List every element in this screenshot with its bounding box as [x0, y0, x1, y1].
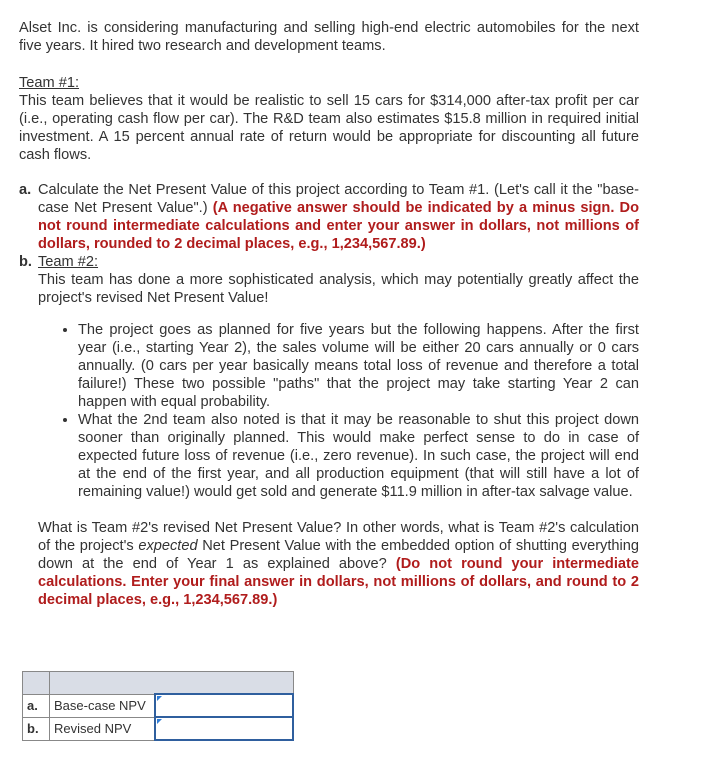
base-case-npv-input[interactable] [155, 694, 293, 717]
row-label: a. [23, 694, 50, 717]
team2-bullets [38, 321, 639, 501]
part-a-label: a. [19, 182, 32, 198]
team2-heading: Team #2: [38, 254, 99, 270]
answer-table [22, 671, 294, 741]
team2-text: This team has done a more sophisticated analysis, which may potentially greatly affect the project's revised Net Present Value! [38, 272, 639, 306]
question-post: Net Present Value with the embedded option of shutting everything down at the end of Year 1 as explained above? [38, 538, 639, 572]
part-b-instruction: (Do not round your intermediate calculations. Enter your final answer in dollars, not millions of dollars, and round to 2 decimal places, e.g., 1,234,567.89.) [38, 556, 639, 608]
part-b-label: b. [19, 254, 32, 270]
row-name: Base-case NPV [50, 694, 156, 717]
question-body [19, 19, 639, 609]
team1-heading: Team #1: [19, 75, 80, 91]
part-a-text: Calculate the Net Present Value of this project according to Team #1. (Let's call it the "base-case Net Present Value".) [38, 182, 639, 216]
team1-text: This team believes that it would be realistic to sell 15 cars for $314,000 after-tax profit per car (i.e., operating cash flow per car). The R&D team also estimates $15.8 million in required initial investment. A 15 percent annual rate of return would be appropriate for discounting all future cash flows. [19, 93, 639, 163]
question-pre: What is Team #2's revised Net Present Value? In other words, what is Team #2's calculation of the project's [38, 520, 639, 554]
bullet-item: • What the 2nd team also noted is that it may be reasonable to shut this project down sooner than originally planned. This would make perfect sense to do in case of expected future loss of revenue (i.e., zero revenue). In such case, the project will end at the end of the first year, and all production equipment (that will still have a lot of remaining value!) would get sold and generate $11.9 million in after-tax salvage value. [78, 411, 639, 501]
intro-text: Alset Inc. is considering manufacturing and selling high-end electric automobiles for the next five years. It hired two research and development teams. [19, 20, 639, 54]
table-row [23, 717, 294, 740]
part-a-instruction: (A negative answer should be indicated by a minus sign. Do not round intermediate calculations and enter your answer in dollars, not millions of dollars, rounded to 2 decimal places, e.g., 1,234,567.89.) [38, 200, 639, 252]
row-label: b. [23, 717, 50, 740]
row-name: Revised NPV [50, 717, 156, 740]
revised-npv-input[interactable] [155, 717, 293, 740]
table-row [23, 694, 294, 717]
bullet-item: • The project goes as planned for five years but the following happens. After the first year (i.e., starting Year 2), the sales volume will be either 20 cars annually or 0 cars annually. (0 cars per year basically means total loss of revenue and therefore a total failure!) These two possible "paths" that the project may take starting Year 2 can happen with equal probability. [78, 321, 639, 411]
part-b [19, 253, 639, 609]
question-em: expected [138, 538, 198, 554]
part-a [19, 181, 639, 253]
